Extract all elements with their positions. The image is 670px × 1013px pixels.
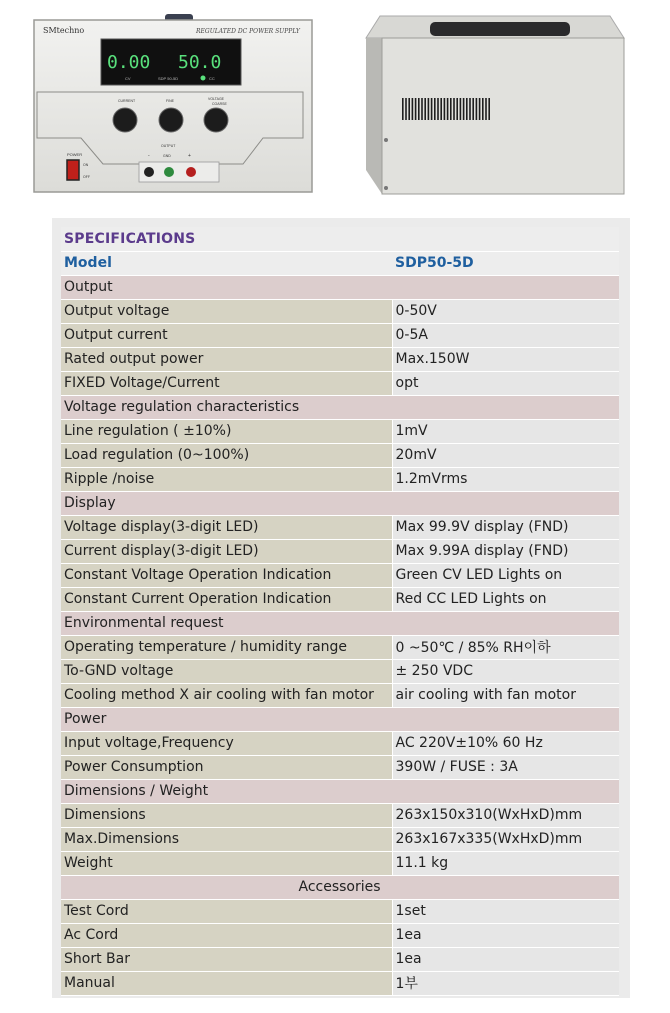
spec-section-label: Voltage regulation characteristics [61,395,619,419]
spec-row [61,347,619,371]
spec-value: 11.1 kg [392,851,619,875]
spec-section-row [61,395,619,419]
spec-table [61,227,619,996]
spec-key: Ac Cord [61,923,392,947]
current-readout: 50.0 [178,52,222,73]
spec-row [61,827,619,851]
spec-title: SPECIFICATIONS [61,227,619,251]
display-cc-label: CC [209,76,215,81]
spec-section-row [61,611,619,635]
spec-row [61,563,619,587]
spec-section-label: Accessories [61,875,619,899]
spec-value: opt [392,371,619,395]
spec-key: Voltage display(3-digit LED) [61,515,392,539]
spec-value: Green CV LED Lights on [392,563,619,587]
spec-row [61,515,619,539]
spec-key: Input voltage,Frequency [61,731,392,755]
spec-section-row [61,275,619,299]
spec-value: AC 220V±10% 60 Hz [392,731,619,755]
spec-key: Constant Current Operation Indication [61,587,392,611]
spec-row [61,683,619,707]
terminal-gnd[interactable] [164,167,174,177]
power-on-label: ON [83,163,89,167]
spec-key: Dimensions [61,803,392,827]
spec-section-label: Output [61,275,619,299]
spec-value: 20mV [392,443,619,467]
spec-row [61,371,619,395]
terminal-minus[interactable] [144,167,154,177]
spec-row [61,659,619,683]
spec-row [61,899,619,923]
spec-title-row [61,227,619,251]
spec-value: 263x150x310(WxHxD)mm [392,803,619,827]
knob-label-coarse: COARSE [212,102,227,106]
spec-row [61,635,619,659]
spec-section-row [61,779,619,803]
spec-row [61,971,619,995]
fine-knob[interactable] [159,108,183,132]
spec-row [61,803,619,827]
spec-value: 1ea [392,947,619,971]
spec-row [61,443,619,467]
knob-label-fine: FINE [166,99,174,103]
spec-value: 1.2mVrms [392,467,619,491]
power-label: POWER [67,152,83,157]
model-label: Model [61,251,392,275]
spec-row [61,299,619,323]
display-model-label: SDP 50-5D [158,76,179,81]
spec-value: 0-50V [392,299,619,323]
spec-section-label: Power [61,707,619,731]
spec-model-row [61,251,619,275]
spec-value: Max.150W [392,347,619,371]
spec-value: 263x167x335(WxHxD)mm [392,827,619,851]
spec-section-row [61,491,619,515]
spec-row [61,467,619,491]
model-value: SDP50-5D [392,251,619,275]
spec-row [61,419,619,443]
spec-row [61,947,619,971]
current-knob[interactable] [113,108,137,132]
terminal-plus[interactable] [186,167,196,177]
spec-key: Power Consumption [61,755,392,779]
spec-key: To-GND voltage [61,659,392,683]
front-panel-photo [33,14,313,194]
spec-value: 1set [392,899,619,923]
terminal-minus-label: - [148,153,150,159]
cv-led-icon [201,76,206,81]
spec-value: 1mV [392,419,619,443]
terminal-gnd-label: GND [163,154,171,158]
spec-value: Max 99.9V display (FND) [392,515,619,539]
spec-row [61,539,619,563]
terminal-plus-label: + [188,153,191,159]
spec-value: Red CC LED Lights on [392,587,619,611]
spec-key: Weight [61,851,392,875]
spec-key: Rated output power [61,347,392,371]
output-label: OUTPUT [161,144,176,148]
knob-label-voltage: VOLTAGE [208,97,225,101]
spec-key: Test Cord [61,899,392,923]
spec-row [61,755,619,779]
spec-section-label: Dimensions / Weight [61,779,619,803]
spec-row [61,923,619,947]
power-off-label: OFF [83,175,90,179]
spec-key: Output current [61,323,392,347]
spec-table-container [52,218,630,998]
knob-label-current: CURRENT [118,99,136,103]
spec-value: 1ea [392,923,619,947]
coarse-knob[interactable] [204,108,228,132]
spec-row [61,587,619,611]
cabinet-photo [358,10,630,196]
banner-label: REGULATED DC POWER SUPPLY [196,28,300,35]
spec-value: air cooling with fan motor [392,683,619,707]
spec-key: Load regulation (0~100%) [61,443,392,467]
spec-key: Operating temperature / humidity range [61,635,392,659]
spec-value: 1부 [392,971,619,995]
spec-section-row [61,707,619,731]
spec-key: Short Bar [61,947,392,971]
spec-key: Output voltage [61,299,392,323]
spec-value: 0-5A [392,323,619,347]
brand-label: SMtechno [43,26,85,35]
spec-value: Max 9.99A display (FND) [392,539,619,563]
spec-key: Ripple /noise [61,467,392,491]
spec-key: Cooling method X air cooling with fan motor [61,683,392,707]
spec-section-label: Display [61,491,619,515]
display-cv-label: CV [125,76,131,81]
spec-key: Manual [61,971,392,995]
spec-section-row [61,875,619,899]
spec-key: Line regulation ( ±10%) [61,419,392,443]
voltage-readout: 0.00 [107,52,151,73]
spec-value: 0 ~50℃ / 85% RH이하 [392,635,619,659]
spec-value: ± 250 VDC [392,659,619,683]
spec-row [61,851,619,875]
spec-section-label: Environmental request [61,611,619,635]
spec-key: Constant Voltage Operation Indication [61,563,392,587]
spec-key: FIXED Voltage/Current [61,371,392,395]
spec-row [61,323,619,347]
spec-key: Max.Dimensions [61,827,392,851]
power-switch[interactable] [67,160,79,180]
spec-value: 390W / FUSE : 3A [392,755,619,779]
spec-key: Current display(3-digit LED) [61,539,392,563]
spec-row [61,731,619,755]
